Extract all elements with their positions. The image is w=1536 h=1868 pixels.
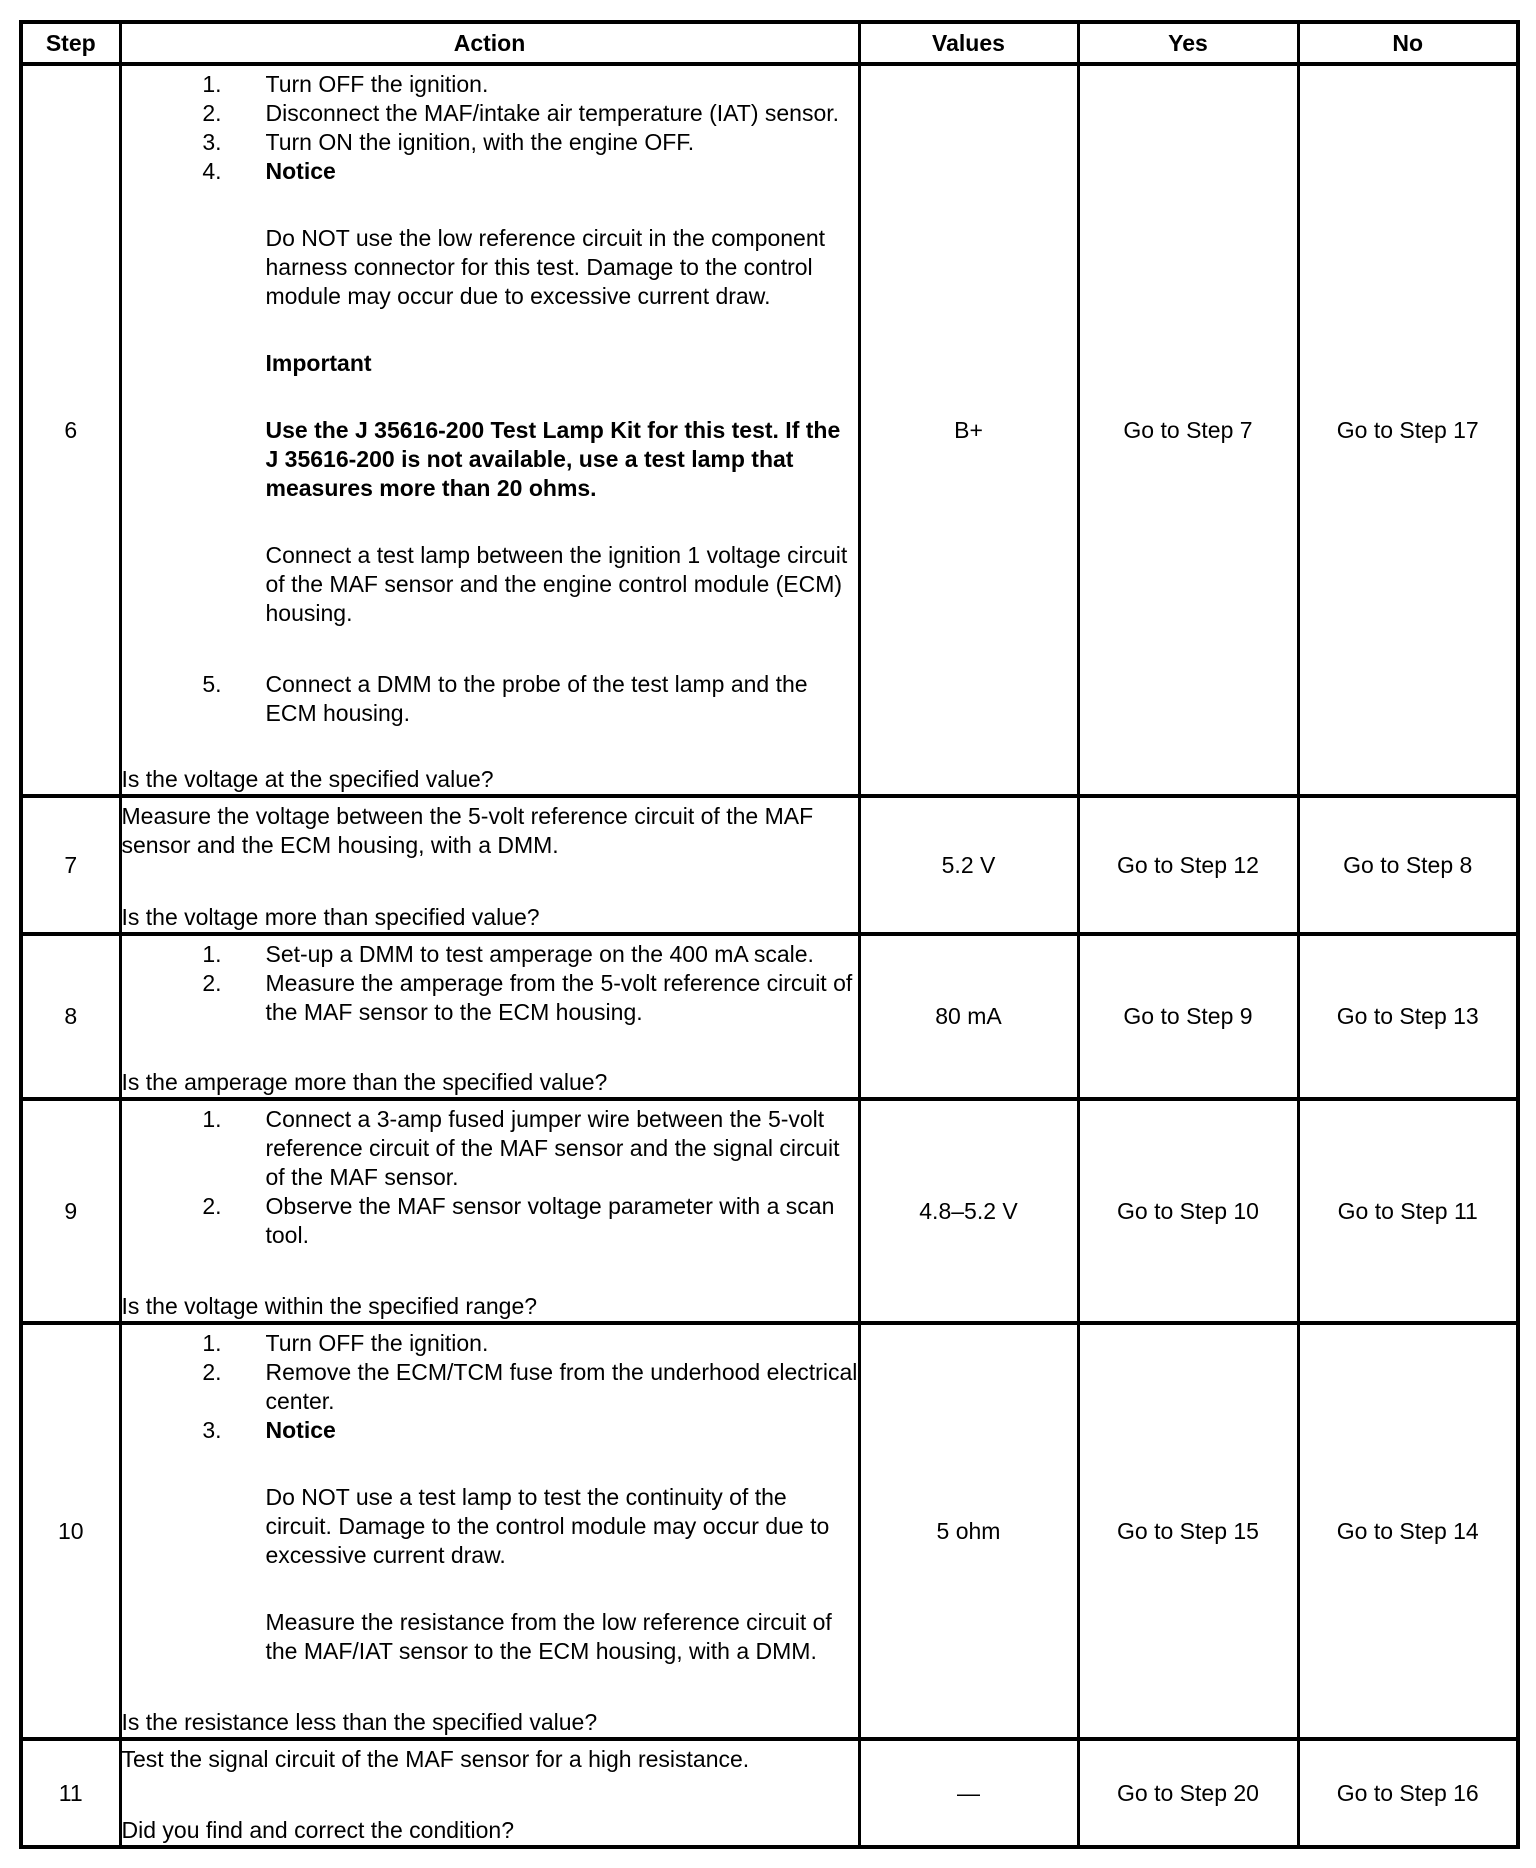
table-row (21, 1323, 1518, 1739)
action-item: 3. Turn ON the ignition, with the engine OFF. (202, 129, 695, 155)
step-number: 9 (21, 1099, 120, 1323)
value-cell: 4.8–5.2 V (859, 1099, 1078, 1323)
table-row (21, 934, 1518, 1099)
question-text: Is the voltage at the specified value? (121, 766, 494, 792)
value-cell: 5 ohm (859, 1323, 1078, 1739)
step-number: 8 (21, 934, 120, 1099)
action-item: 5. Connect a DMM to the probe of the test lamp and the ECM housing. (202, 671, 808, 726)
question-text: Is the voltage within the specified range? (121, 1293, 538, 1319)
header-action: Action (120, 22, 859, 64)
action-item: 2. Disconnect the MAF/intake air temperature (IAT) sensor. (202, 100, 840, 126)
value-cell: 5.2 V (859, 796, 1078, 934)
header-yes: Yes (1078, 22, 1298, 64)
yes-cell: Go to Step 12 (1078, 796, 1298, 934)
header-step: Step (21, 22, 120, 64)
action-text: Measure the voltage between the 5-volt reference circuit of the MAF sensor and the ECM housing, with a DMM. (121, 803, 814, 858)
no-cell: Go to Step 17 (1298, 64, 1518, 796)
yes-cell: Go to Step 15 (1078, 1323, 1298, 1739)
step-number: 11 (21, 1739, 120, 1847)
table-row (21, 796, 1518, 934)
table-row (21, 64, 1518, 796)
table-row (21, 1099, 1518, 1323)
value-cell: — (859, 1739, 1078, 1847)
header-values: Values (859, 22, 1078, 64)
step-number: 10 (21, 1323, 120, 1739)
no-cell: Go to Step 13 (1298, 934, 1518, 1099)
action-item: 4. Notice (202, 158, 336, 184)
action-item: 1. Connect a 3-amp fused jumper wire between the 5-volt reference circuit of the MAF sensor and the signal circuit of the MAF sensor. (202, 1106, 840, 1190)
table-row (21, 1739, 1518, 1847)
step-number: 6 (21, 64, 120, 796)
value-cell: B+ (859, 64, 1078, 796)
action-cell (120, 796, 859, 934)
action-item: 1. Turn OFF the ignition. (202, 1330, 489, 1356)
question-text: Is the voltage more than specified value? (121, 904, 540, 930)
action-item: 3. Notice (202, 1417, 336, 1443)
step-number: 7 (21, 796, 120, 934)
action-item: 2. Remove the ECM/TCM fuse from the underhood electrical center. (202, 1359, 858, 1414)
notice-text: Do NOT use a test lamp to test the continuity of the circuit. Damage to the control module may occur due to excessive current draw. (265, 1484, 830, 1568)
connect-text: Connect a test lamp between the ignition 1 voltage circuit of the MAF sensor and the engine control module (ECM) housing. (265, 542, 848, 626)
important-text: Use the J 35616-200 Test Lamp Kit for this test. If the J 35616-200 is not available, use a test lamp that measures more than 20 ohms. (265, 417, 841, 501)
action-item: 1. Set-up a DMM to test amperage on the 400 mA scale. (202, 941, 814, 967)
yes-cell: Go to Step 9 (1078, 934, 1298, 1099)
no-cell: Go to Step 16 (1298, 1739, 1518, 1847)
action-text: Test the signal circuit of the MAF sensor for a high resistance. (121, 1746, 750, 1772)
action-item: 2. Observe the MAF sensor voltage parameter with a scan tool. (202, 1193, 835, 1248)
measure-text: Measure the resistance from the low reference circuit of the MAF/IAT sensor to the ECM housing, with a DMM. (265, 1609, 832, 1664)
question-text: Is the amperage more than the specified value? (121, 1069, 608, 1095)
question-text: Did you find and correct the condition? (121, 1817, 515, 1843)
yes-cell: Go to Step 20 (1078, 1739, 1298, 1847)
action-cell (120, 1739, 859, 1847)
value-cell: 80 mA (859, 934, 1078, 1099)
notice-text: Do NOT use the low reference circuit in the component harness connector for this test. Damage to the control module may occur due to excessive current draw. (265, 225, 826, 309)
no-cell: Go to Step 8 (1298, 796, 1518, 934)
action-item: 2. Measure the amperage from the 5-volt reference circuit of the MAF sensor to the ECM housing. (202, 970, 853, 1025)
no-cell: Go to Step 11 (1298, 1099, 1518, 1323)
action-cell (120, 1099, 859, 1323)
yes-cell: Go to Step 10 (1078, 1099, 1298, 1323)
important-label: Important (265, 350, 372, 376)
action-cell (120, 934, 859, 1099)
action-cell (120, 1323, 859, 1739)
action-item: 1. Turn OFF the ignition. (202, 71, 489, 97)
no-cell: Go to Step 14 (1298, 1323, 1518, 1739)
question-text: Is the resistance less than the specified value? (121, 1709, 598, 1735)
header-no: No (1298, 22, 1518, 64)
diagnostic-table (19, 20, 1520, 1849)
yes-cell: Go to Step 7 (1078, 64, 1298, 796)
action-cell (120, 64, 859, 796)
header-row (21, 22, 1518, 64)
